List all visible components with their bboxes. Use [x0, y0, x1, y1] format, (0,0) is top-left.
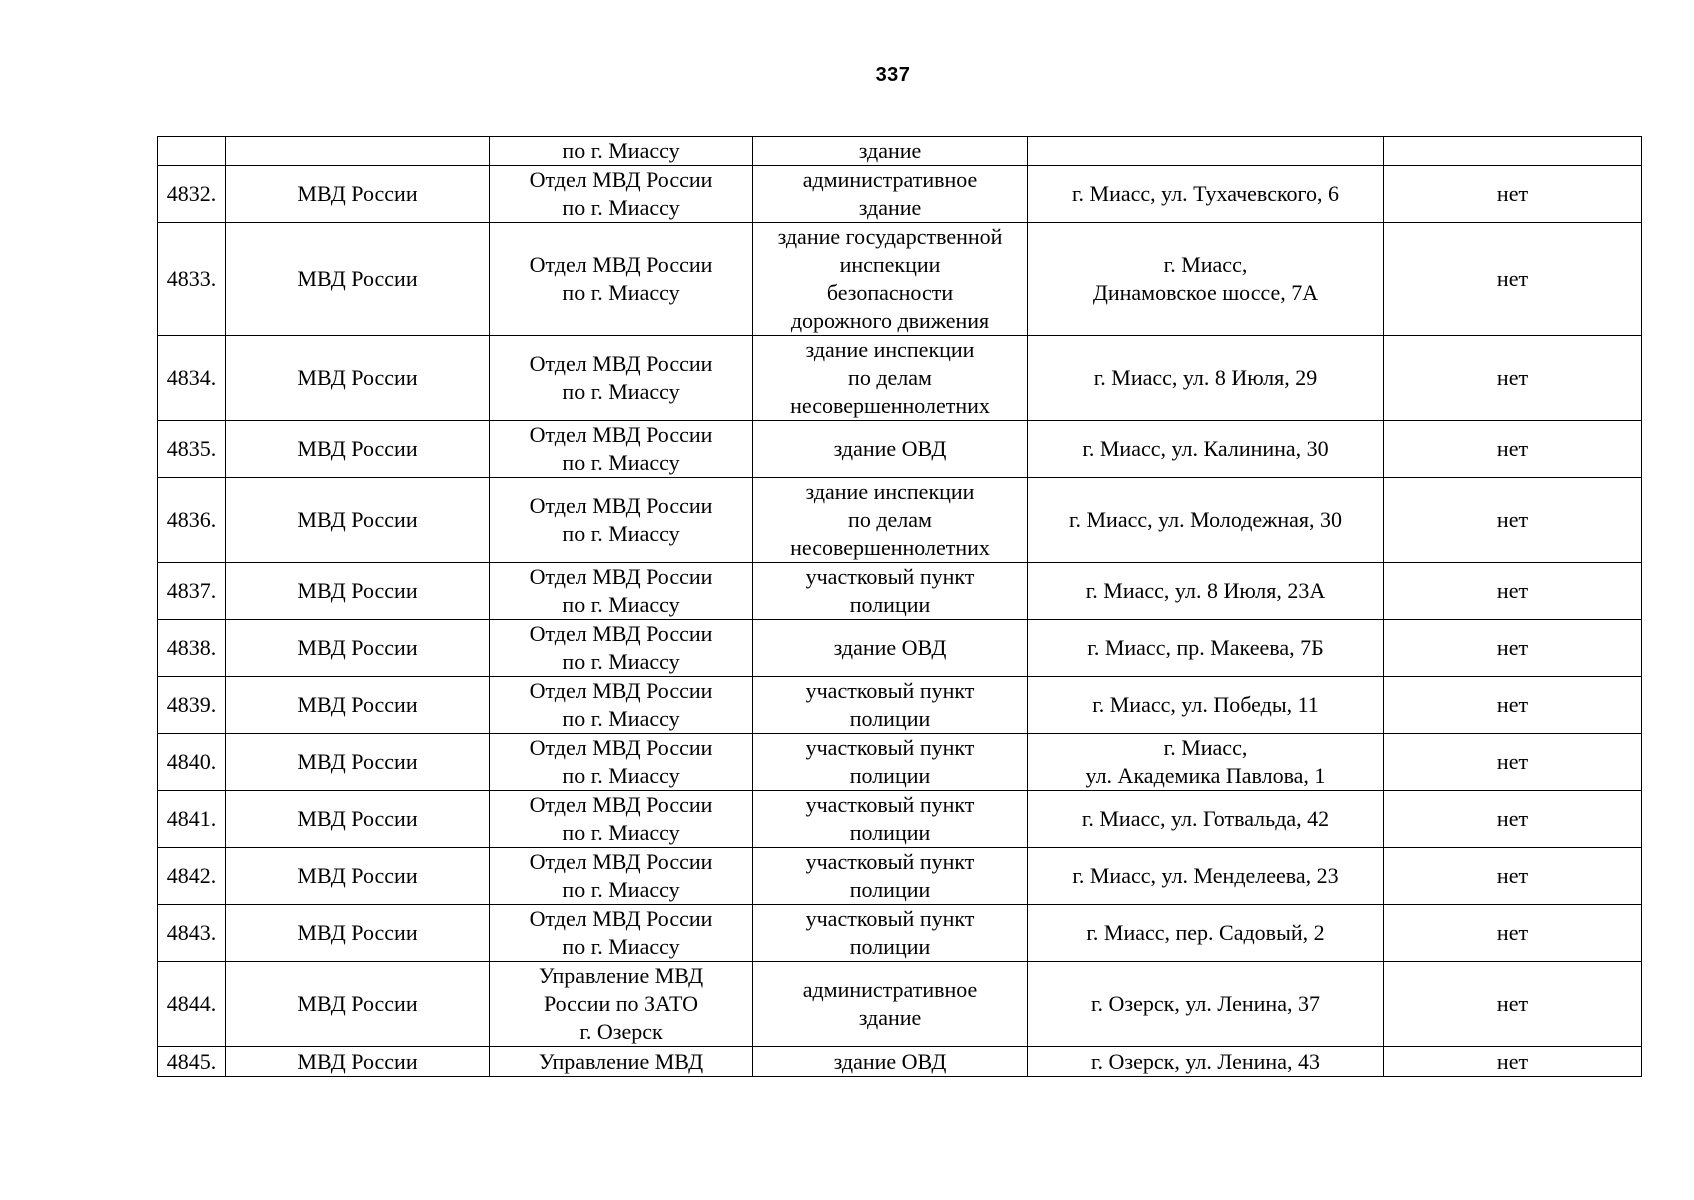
- address-cell: г. Миасс, ул. Тухачевского, 6: [1028, 166, 1384, 223]
- row-number-cell: 4843.: [158, 905, 226, 962]
- address-cell: г. Миасс, ул. Менделеева, 23: [1028, 848, 1384, 905]
- building-type-cell: административное здание: [753, 962, 1028, 1047]
- row-number-cell: 4834.: [158, 336, 226, 421]
- row-number-cell: [158, 137, 226, 166]
- table-row: [158, 478, 1642, 563]
- building-type-cell: участковый пункт полиции: [753, 563, 1028, 620]
- address-cell: г. Озерск, ул. Ленина, 43: [1028, 1047, 1384, 1077]
- agency-cell: МВД России: [226, 421, 490, 478]
- flag-cell: нет: [1384, 478, 1642, 563]
- flag-cell: нет: [1384, 336, 1642, 421]
- table-row: [158, 421, 1642, 478]
- unit-cell: Управление МВД: [490, 1047, 753, 1077]
- building-type-cell: здание: [753, 137, 1028, 166]
- row-number-cell: 4842.: [158, 848, 226, 905]
- document-table-container: [157, 136, 1642, 1077]
- table-row: [158, 848, 1642, 905]
- table-row: [158, 166, 1642, 223]
- table-row: [158, 962, 1642, 1047]
- agency-cell: МВД России: [226, 1047, 490, 1077]
- flag-cell: нет: [1384, 734, 1642, 791]
- table-row: [158, 734, 1642, 791]
- facilities-table: [157, 136, 1642, 1077]
- flag-cell: нет: [1384, 166, 1642, 223]
- unit-cell: Отдел МВД России по г. Миассу: [490, 421, 753, 478]
- building-type-cell: участковый пункт полиции: [753, 734, 1028, 791]
- agency-cell: МВД России: [226, 223, 490, 336]
- unit-cell: Отдел МВД России по г. Миассу: [490, 791, 753, 848]
- flag-cell: нет: [1384, 905, 1642, 962]
- building-type-cell: участковый пункт полиции: [753, 905, 1028, 962]
- building-type-cell: здание инспекции по делам несовершеннолетних: [753, 478, 1028, 563]
- building-type-cell: здание государственной инспекции безопасности дорожного движения: [753, 223, 1028, 336]
- agency-cell: МВД России: [226, 791, 490, 848]
- building-type-cell: здание инспекции по делам несовершеннолетних: [753, 336, 1028, 421]
- flag-cell: нет: [1384, 677, 1642, 734]
- agency-cell: МВД России: [226, 620, 490, 677]
- address-cell: г. Миасс, ул. 8 Июля, 29: [1028, 336, 1384, 421]
- table-row: [158, 677, 1642, 734]
- unit-cell: Управление МВД России по ЗАТО г. Озерск: [490, 962, 753, 1047]
- flag-cell: нет: [1384, 563, 1642, 620]
- unit-cell: Отдел МВД России по г. Миассу: [490, 734, 753, 791]
- flag-cell: нет: [1384, 620, 1642, 677]
- table-row: [158, 223, 1642, 336]
- row-number-cell: 4835.: [158, 421, 226, 478]
- unit-cell: Отдел МВД России по г. Миассу: [490, 336, 753, 421]
- unit-cell: Отдел МВД России по г. Миассу: [490, 620, 753, 677]
- agency-cell: МВД России: [226, 905, 490, 962]
- table-row: [158, 1047, 1642, 1077]
- address-cell: г. Миасс, пер. Садовый, 2: [1028, 905, 1384, 962]
- row-number-cell: 4832.: [158, 166, 226, 223]
- address-cell: г. Миасс, ул. 8 Июля, 23А: [1028, 563, 1384, 620]
- building-type-cell: административное здание: [753, 166, 1028, 223]
- unit-cell: Отдел МВД России по г. Миассу: [490, 677, 753, 734]
- unit-cell: Отдел МВД России по г. Миассу: [490, 223, 753, 336]
- table-row: [158, 620, 1642, 677]
- unit-cell: Отдел МВД России по г. Миассу: [490, 478, 753, 563]
- table-row: [158, 336, 1642, 421]
- agency-cell: МВД России: [226, 734, 490, 791]
- address-cell: г. Миасс, пр. Макеева, 7Б: [1028, 620, 1384, 677]
- address-cell: г. Миасс, ул. Академика Павлова, 1: [1028, 734, 1384, 791]
- flag-cell: нет: [1384, 962, 1642, 1047]
- table-body: [158, 137, 1642, 1077]
- agency-cell: МВД России: [226, 478, 490, 563]
- flag-cell: нет: [1384, 421, 1642, 478]
- building-type-cell: здание ОВД: [753, 1047, 1028, 1077]
- flag-cell: [1384, 137, 1642, 166]
- building-type-cell: участковый пункт полиции: [753, 791, 1028, 848]
- agency-cell: МВД России: [226, 166, 490, 223]
- address-cell: г. Озерск, ул. Ленина, 37: [1028, 962, 1384, 1047]
- unit-cell: Отдел МВД России по г. Миассу: [490, 905, 753, 962]
- address-cell: г. Миасс, ул. Готвальда, 42: [1028, 791, 1384, 848]
- address-cell: г. Миасс, ул. Победы, 11: [1028, 677, 1384, 734]
- flag-cell: нет: [1384, 223, 1642, 336]
- row-number-cell: 4838.: [158, 620, 226, 677]
- unit-cell: Отдел МВД России по г. Миассу: [490, 166, 753, 223]
- agency-cell: МВД России: [226, 563, 490, 620]
- row-number-cell: 4841.: [158, 791, 226, 848]
- unit-cell: Отдел МВД России по г. Миассу: [490, 563, 753, 620]
- table-row: [158, 905, 1642, 962]
- agency-cell: МВД России: [226, 336, 490, 421]
- table-row: [158, 563, 1642, 620]
- building-type-cell: здание ОВД: [753, 620, 1028, 677]
- agency-cell: [226, 137, 490, 166]
- unit-cell: Отдел МВД России по г. Миассу: [490, 848, 753, 905]
- row-number-cell: 4837.: [158, 563, 226, 620]
- flag-cell: нет: [1384, 1047, 1642, 1077]
- building-type-cell: участковый пункт полиции: [753, 677, 1028, 734]
- table-row: [158, 137, 1642, 166]
- page-number: 337: [875, 64, 911, 86]
- address-cell: г. Миасс, ул. Калинина, 30: [1028, 421, 1384, 478]
- building-type-cell: здание ОВД: [753, 421, 1028, 478]
- agency-cell: МВД России: [226, 848, 490, 905]
- unit-cell: по г. Миассу: [490, 137, 753, 166]
- address-cell: [1028, 137, 1384, 166]
- flag-cell: нет: [1384, 848, 1642, 905]
- row-number-cell: 4833.: [158, 223, 226, 336]
- row-number-cell: 4840.: [158, 734, 226, 791]
- row-number-cell: 4844.: [158, 962, 226, 1047]
- row-number-cell: 4845.: [158, 1047, 226, 1077]
- row-number-cell: 4836.: [158, 478, 226, 563]
- row-number-cell: 4839.: [158, 677, 226, 734]
- agency-cell: МВД России: [226, 962, 490, 1047]
- table-row: [158, 791, 1642, 848]
- flag-cell: нет: [1384, 791, 1642, 848]
- agency-cell: МВД России: [226, 677, 490, 734]
- address-cell: г. Миасс, ул. Молодежная, 30: [1028, 478, 1384, 563]
- address-cell: г. Миасс, Динамовское шоссе, 7А: [1028, 223, 1384, 336]
- building-type-cell: участковый пункт полиции: [753, 848, 1028, 905]
